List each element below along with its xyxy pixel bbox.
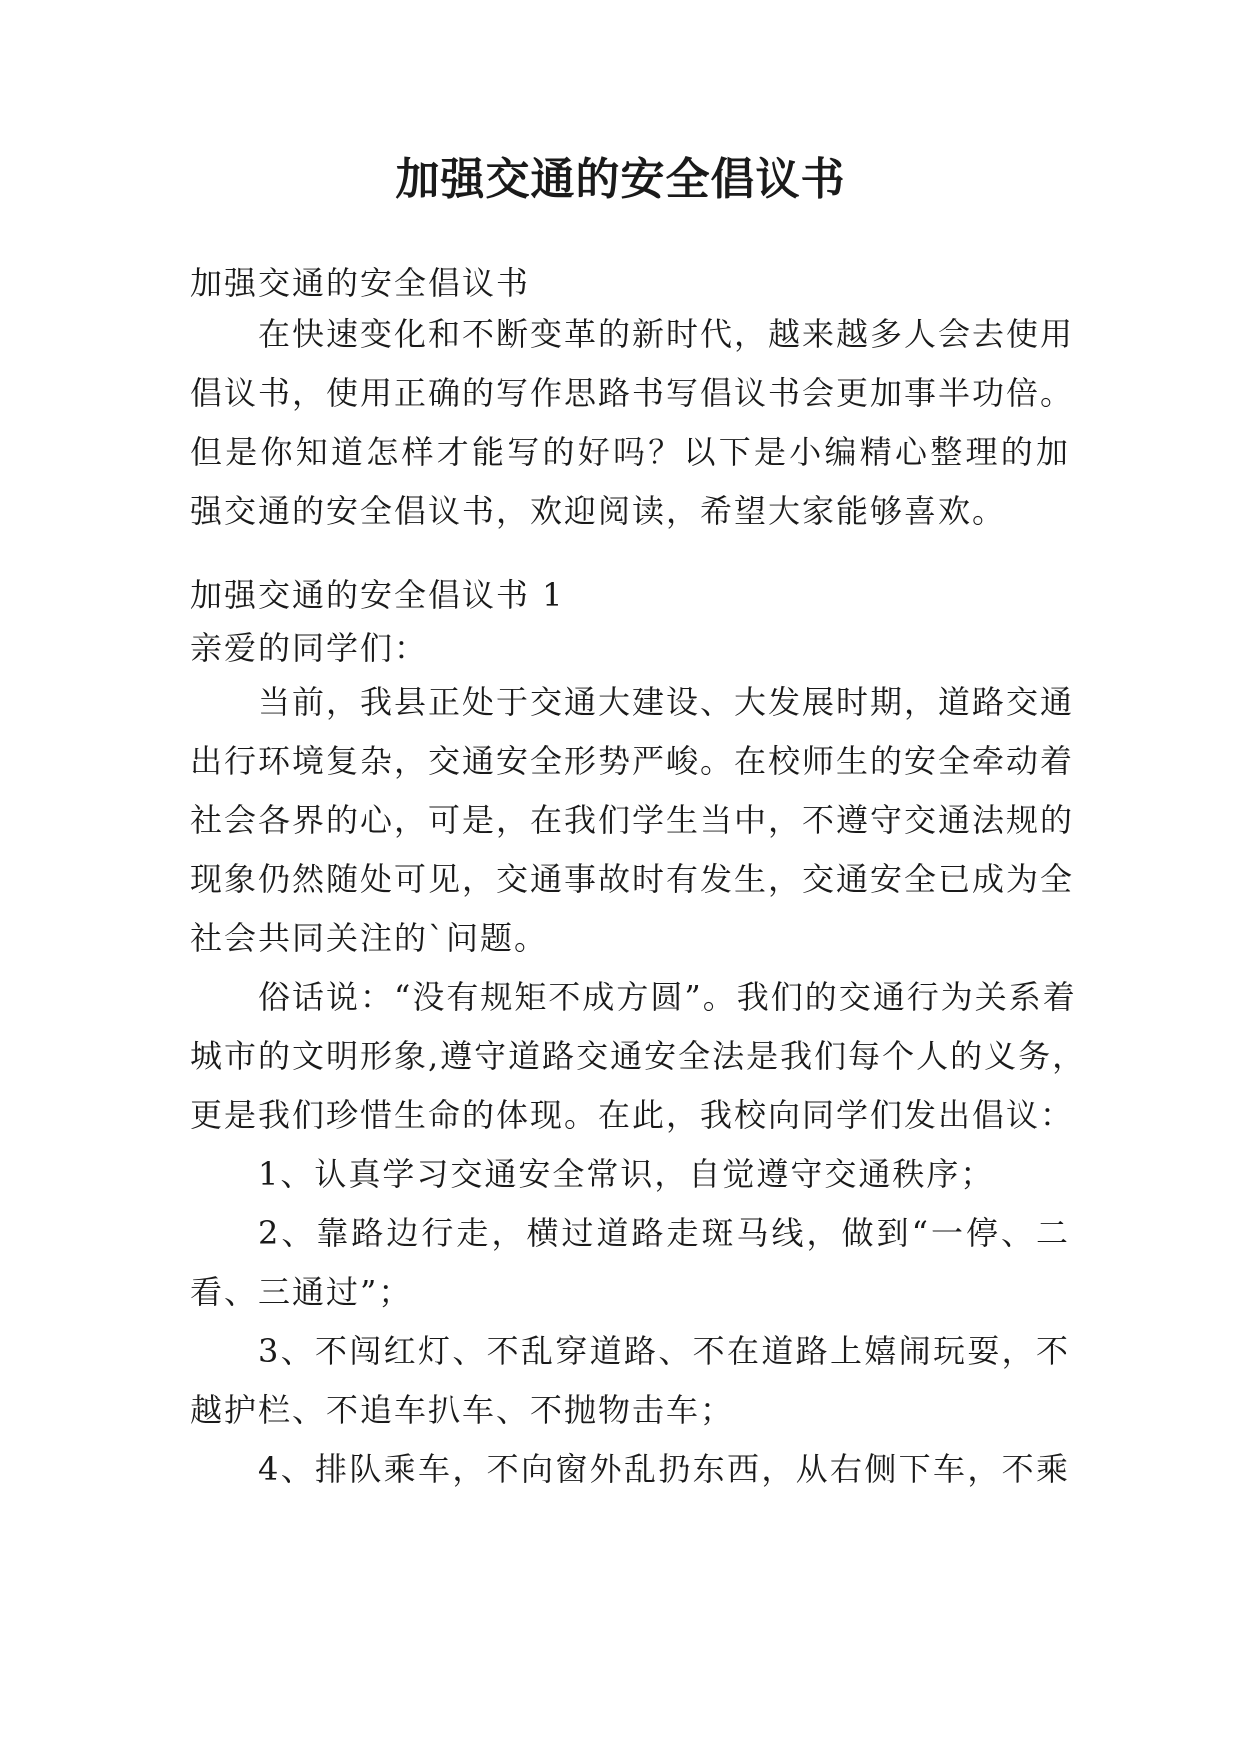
paragraph-line: 但是你知道怎样才能写的好吗？以下是小编精心整理的加 — [190, 433, 1070, 471]
subtitle-line: 加强交通的安全倡议书 — [190, 264, 531, 302]
paragraph-line: 现象仍然随处可见，交通事故时有发生，交通安全已成为全 — [190, 860, 1075, 898]
paragraph-line: 当前，我县正处于交通大建设、大发展时期，道路交通 — [258, 683, 1075, 721]
paragraph-line: 2、靠路边行走，横过道路走斑马线，做到“一停、二 — [258, 1214, 1070, 1252]
list-item-2 — [190, 1204, 1070, 1322]
paragraph-line: 1、认真学习交通安全常识，自觉遵守交通秩序； — [258, 1155, 995, 1193]
list-item-1 — [190, 1145, 1070, 1204]
paragraph-line: 城市的文明形象,遵守道路交通安全法是我们每个人的义务， — [190, 1037, 1087, 1075]
body-paragraph-1 — [190, 673, 1075, 968]
salutation — [190, 619, 1070, 678]
paragraph-line: 更是我们珍惜生命的体现。在此，我校向同学们发出倡议： — [190, 1096, 1075, 1134]
paragraph-line: 倡议书，使用正确的写作思路书写倡议书会更加事半功倍。 — [190, 374, 1075, 412]
body-paragraph-2 — [190, 968, 1087, 1145]
list-item-3 — [190, 1322, 1070, 1440]
section-heading — [190, 566, 1070, 625]
document-title: 加强交通的安全倡议书 — [395, 154, 846, 205]
paragraph-line: 出行环境复杂，交通安全形势严峻。在校师生的安全牵动着 — [190, 742, 1075, 780]
intro-paragraph — [190, 305, 1075, 541]
paragraph-line: 强交通的安全倡议书，欢迎阅读，希望大家能够喜欢。 — [190, 492, 1007, 530]
paragraph-line: 3、不闯红灯、不乱穿道路、不在道路上嬉闹玩耍，不 — [258, 1332, 1070, 1370]
paragraph-line: 在快速变化和不断变革的新时代，越来越多人会去使用 — [258, 315, 1075, 353]
paragraph-line: 越护栏、不追车扒车、不抛物击车； — [190, 1391, 735, 1429]
salutation-line: 亲爱的同学们： — [190, 629, 429, 667]
paragraph-line: 社会各界的心，可是，在我们学生当中，不遵守交通法规的 — [190, 801, 1075, 839]
paragraph-line: 看、三通过”； — [190, 1273, 413, 1311]
paragraph-line: 4、排队乘车，不向窗外乱扔东西，从右侧下车，不乘 — [258, 1450, 1070, 1488]
paragraph-line: 俗话说：“没有规矩不成方圆”。我们的交通行为关系着 — [258, 978, 1077, 1016]
paragraph-line: 社会共同关注的`问题。 — [190, 919, 549, 957]
heading-line: 加强交通的安全倡议书 1 — [190, 576, 565, 614]
list-item-4 — [190, 1440, 1070, 1499]
